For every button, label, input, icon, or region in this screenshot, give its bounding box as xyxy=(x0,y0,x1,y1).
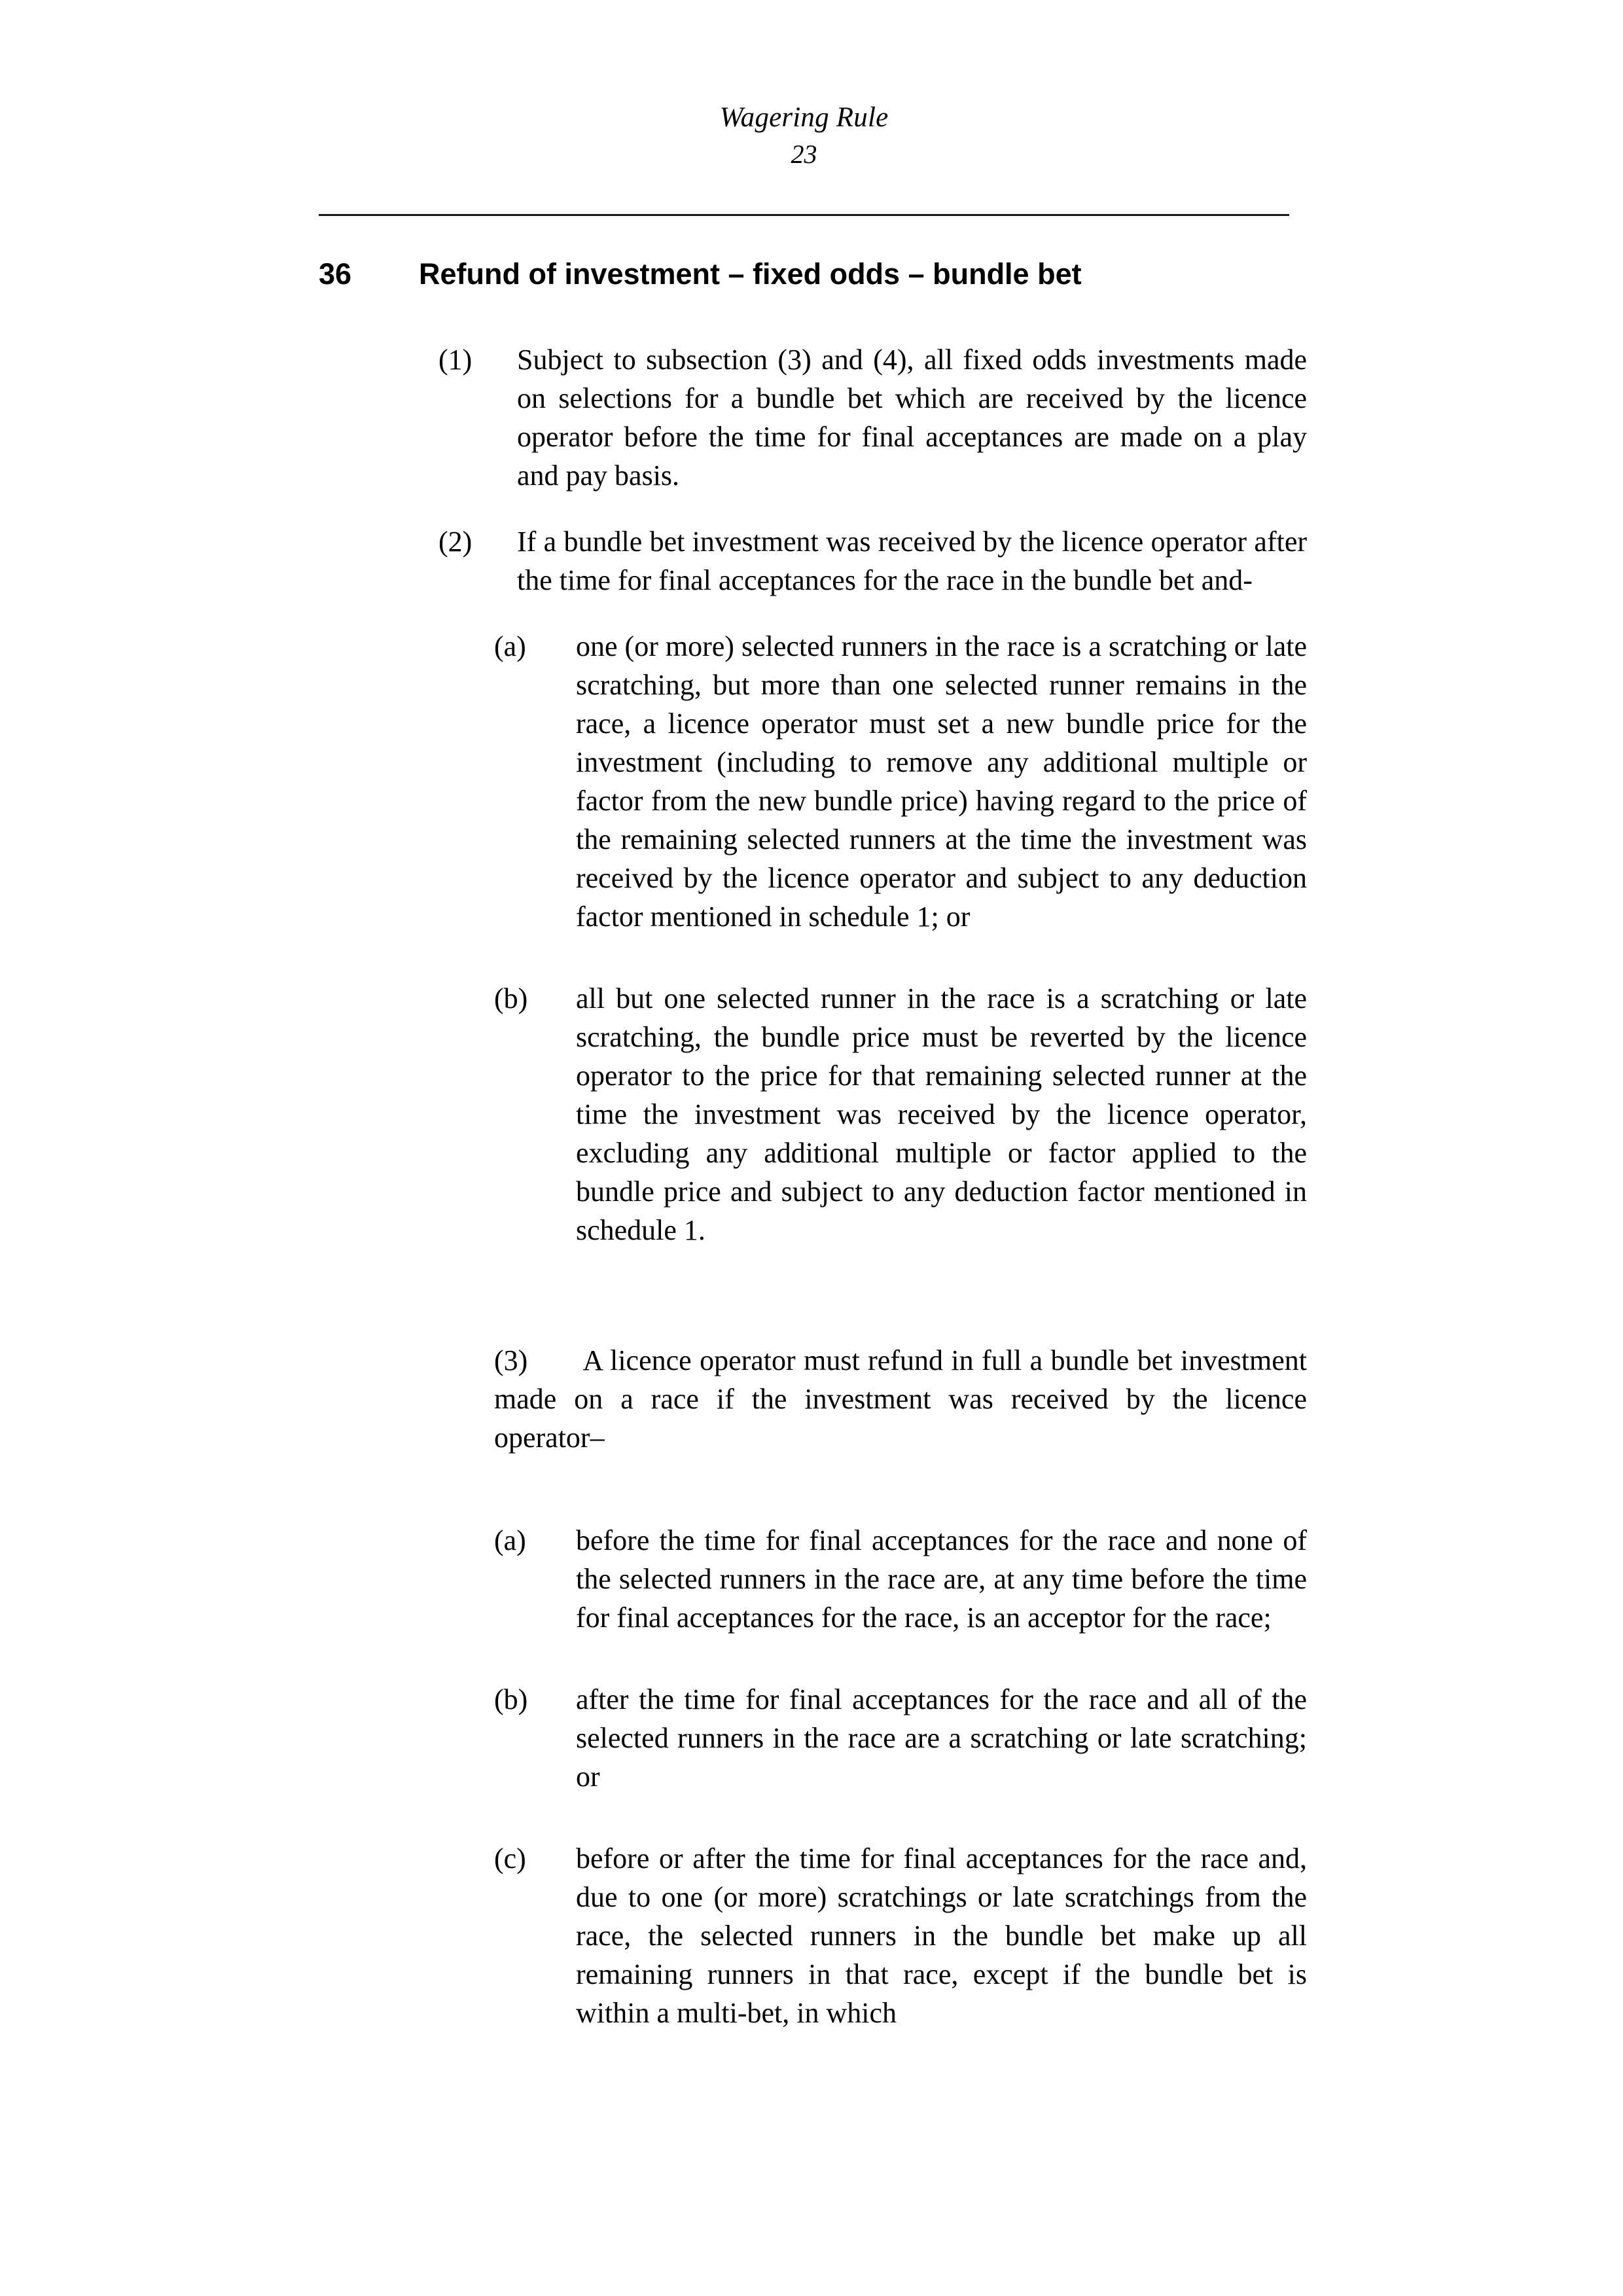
clause-2 xyxy=(319,522,1307,600)
clause-3a-text: before the time for final acceptances for the race and none of the selected runners in the race are, at any time before the time for final acceptances for the race, is an acceptor for the race; xyxy=(576,1524,1307,1634)
clause-3b-text: after the time for final acceptances for the race and all of the selected runners in the race are a scratching or late scratching; or xyxy=(576,1683,1307,1793)
clause-3 xyxy=(319,1341,1307,1457)
spacer xyxy=(319,1495,1307,1521)
spacer xyxy=(319,512,1307,522)
clause-3b-marker: (b) xyxy=(494,1683,528,1715)
clause-2b-text: all but one selected runner in the race is a scratching or late scratching, the bundle price must be reverted by the licence operator to the price for that remaining selected runner at the time the investment was received by the licence operator, excluding any additional multiple or factor applied to the bundle price and subject to any deduction factor mentioned in schedule 1. xyxy=(576,982,1307,1246)
body-column xyxy=(319,340,1307,2075)
clause-2b xyxy=(319,979,1307,1249)
spacer xyxy=(319,617,1307,627)
clause-1 xyxy=(319,340,1307,495)
section-number: 36 xyxy=(319,257,352,291)
header-title: Wagering Rule xyxy=(719,102,889,133)
header-divider xyxy=(319,214,1289,216)
clause-3c-marker: (c) xyxy=(494,1842,526,1874)
clause-1-marker: (1) xyxy=(438,344,473,376)
spacer xyxy=(319,1293,1307,1341)
clause-2a-marker: (a) xyxy=(494,630,526,662)
clause-1-text: Subject to subsection (3) and (4), all fixed odds investments made on selections for a bundle bet which are received by the licence operator before the time for final acceptances are made on a play and pay basis. xyxy=(517,344,1307,492)
section-heading xyxy=(319,257,1300,292)
running-header xyxy=(319,101,1289,171)
page-number: 23 xyxy=(791,139,817,169)
clause-3-text: A licence operator must refund in full a bundle bet investment made on a race if the investment was received by the licence operator– xyxy=(494,1344,1307,1454)
clause-3a-marker: (a) xyxy=(494,1524,526,1556)
clause-3b xyxy=(319,1680,1307,1796)
clause-2b-marker: (b) xyxy=(494,982,528,1014)
clause-3c-text: before or after the time for final acceptances for the race and, due to one (or more) scratchings or late scratchings from the race, the selected runners in the bundle bet make up all remaining runners in that race, except if the bundle bet is within a multi-bet, in which xyxy=(576,1842,1307,2029)
clause-3-marker: (3) xyxy=(494,1344,528,1376)
section-title: Refund of investment – fixed odds – bundle bet xyxy=(419,257,1082,291)
clause-2a xyxy=(319,627,1307,936)
clause-2-marker: (2) xyxy=(438,526,473,558)
clause-3c xyxy=(319,1839,1307,2032)
clause-3a xyxy=(319,1521,1307,1637)
clause-2-text: If a bundle bet investment was received by the licence operator after the time for final acceptances for the race in the bundle bet and- xyxy=(517,526,1307,596)
clause-2a-text: one (or more) selected runners in the race is a scratching or late scratching, but more than one selected runner remains in the race, a licence operator must set a new bundle price for the investment (including to remove any additional multiple or factor from the new bundle price) having regard to the price of the remaining selected runners at the time the investment was received by the licence operator and subject to any deduction factor mentioned in schedule 1; or xyxy=(576,630,1307,933)
